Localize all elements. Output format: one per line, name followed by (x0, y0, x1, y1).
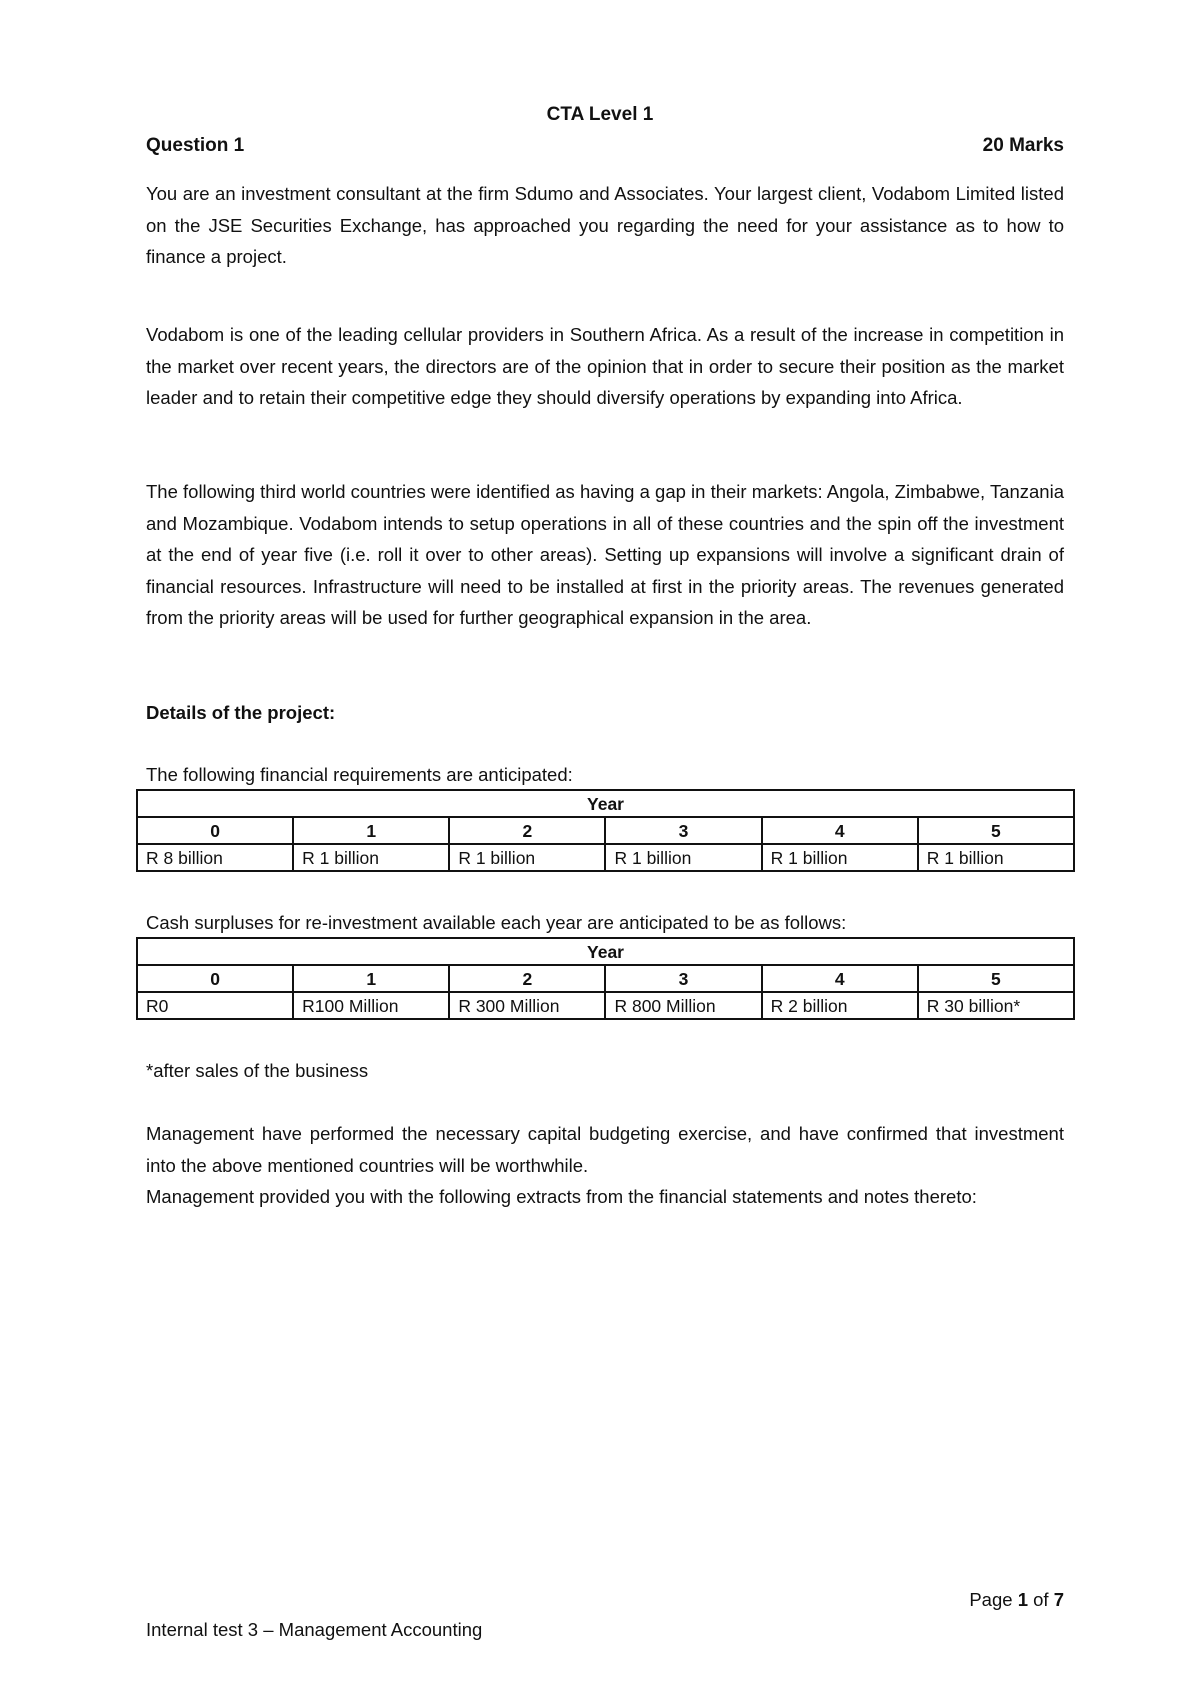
value-cell: R 2 billion (762, 992, 918, 1019)
page-of-label: of (1033, 1589, 1049, 1610)
table-year-row (137, 817, 1074, 844)
table-row (137, 844, 1074, 871)
background-paragraph: Vodabom is one of the leading cellular providers in Southern Africa. As a result of the increase in competition in the market over recent years, the directors are of the opinion that in order to secure their position as the market leader and to retain their competitive edge they should diversify operations by expanding into Africa. (146, 324, 1064, 408)
intro-paragraph: You are an investment consultant at the firm Sdumo and Associates. Your largest client, Vodabom Limited listed on the JSE Securities Exchange, has approached you regarding the need for your assistance as to how to finance a project. (146, 183, 1064, 267)
value-cell: R 8 billion (137, 844, 293, 871)
page-total: 7 (1053, 1589, 1064, 1610)
page-label: Page (969, 1589, 1013, 1610)
year-cell: 4 (762, 817, 918, 844)
table-header-row (137, 938, 1074, 965)
management-paragraph-1: Management have performed the necessary capital budgeting exercise, and have confirmed that investment into the above mentioned countries will be worthwhile. (146, 1123, 1064, 1176)
page-current: 1 (1017, 1589, 1028, 1610)
value-cell: R 1 billion (605, 844, 761, 871)
value-cell: R 800 Million (605, 992, 761, 1019)
value-cell: R 300 Million (449, 992, 605, 1019)
value-cell: R 1 billion (918, 844, 1074, 871)
year-cell: 2 (449, 965, 605, 992)
table-header-row (137, 790, 1074, 817)
year-cell: 3 (605, 817, 761, 844)
details-heading: Details of the project: (146, 702, 336, 723)
year-cell: 3 (605, 965, 761, 992)
requirements-caption: The following financial requirements are anticipated: (146, 764, 573, 785)
table-row (137, 992, 1074, 1019)
year-cell: 0 (137, 965, 293, 992)
value-cell: R 30 billion* (918, 992, 1074, 1019)
management-paragraph-2: Management provided you with the following extracts from the financial statements and notes thereto: (146, 1186, 977, 1207)
year-cell: 1 (293, 965, 449, 992)
table-year-row (137, 965, 1074, 992)
year-cell: 4 (762, 965, 918, 992)
footnote: *after sales of the business (146, 1060, 369, 1081)
year-group-header: Year (137, 938, 1074, 965)
requirements-table (136, 789, 1075, 872)
page-number (969, 1588, 1064, 1612)
value-cell: R 1 billion (293, 844, 449, 871)
value-cell: R0 (137, 992, 293, 1019)
value-cell: R 1 billion (449, 844, 605, 871)
value-cell: R100 Million (293, 992, 449, 1019)
surpluses-caption: Cash surpluses for re-investment available each year are anticipated to be as follows: (146, 912, 847, 933)
surpluses-table (136, 937, 1075, 1020)
year-cell: 0 (137, 817, 293, 844)
countries-paragraph: The following third world countries were identified as having a gap in their markets: Angola, Zimbabwe, Tanzania and Mozambique. Vodabom intends to setup operations in all of these countries and the spin off the investment at the end of year five (i.e. roll it over to other areas). Setting up expansions will involve a significant drain of financial resources. Infrastructure will need to be installed at first in the priority areas. The revenues generated from the priority areas will be used for further geographical expansion in the area. (146, 481, 1064, 628)
marks-label: 20 Marks (982, 135, 1064, 156)
year-group-header: Year (137, 790, 1074, 817)
year-cell: 5 (918, 817, 1074, 844)
year-cell: 1 (293, 817, 449, 844)
year-cell: 2 (449, 817, 605, 844)
question-label: Question 1 (146, 135, 245, 156)
document-title: CTA Level 1 (546, 104, 654, 125)
footer-test-name: Internal test 3 – Management Accounting (146, 1619, 483, 1640)
value-cell: R 1 billion (762, 844, 918, 871)
year-cell: 5 (918, 965, 1074, 992)
